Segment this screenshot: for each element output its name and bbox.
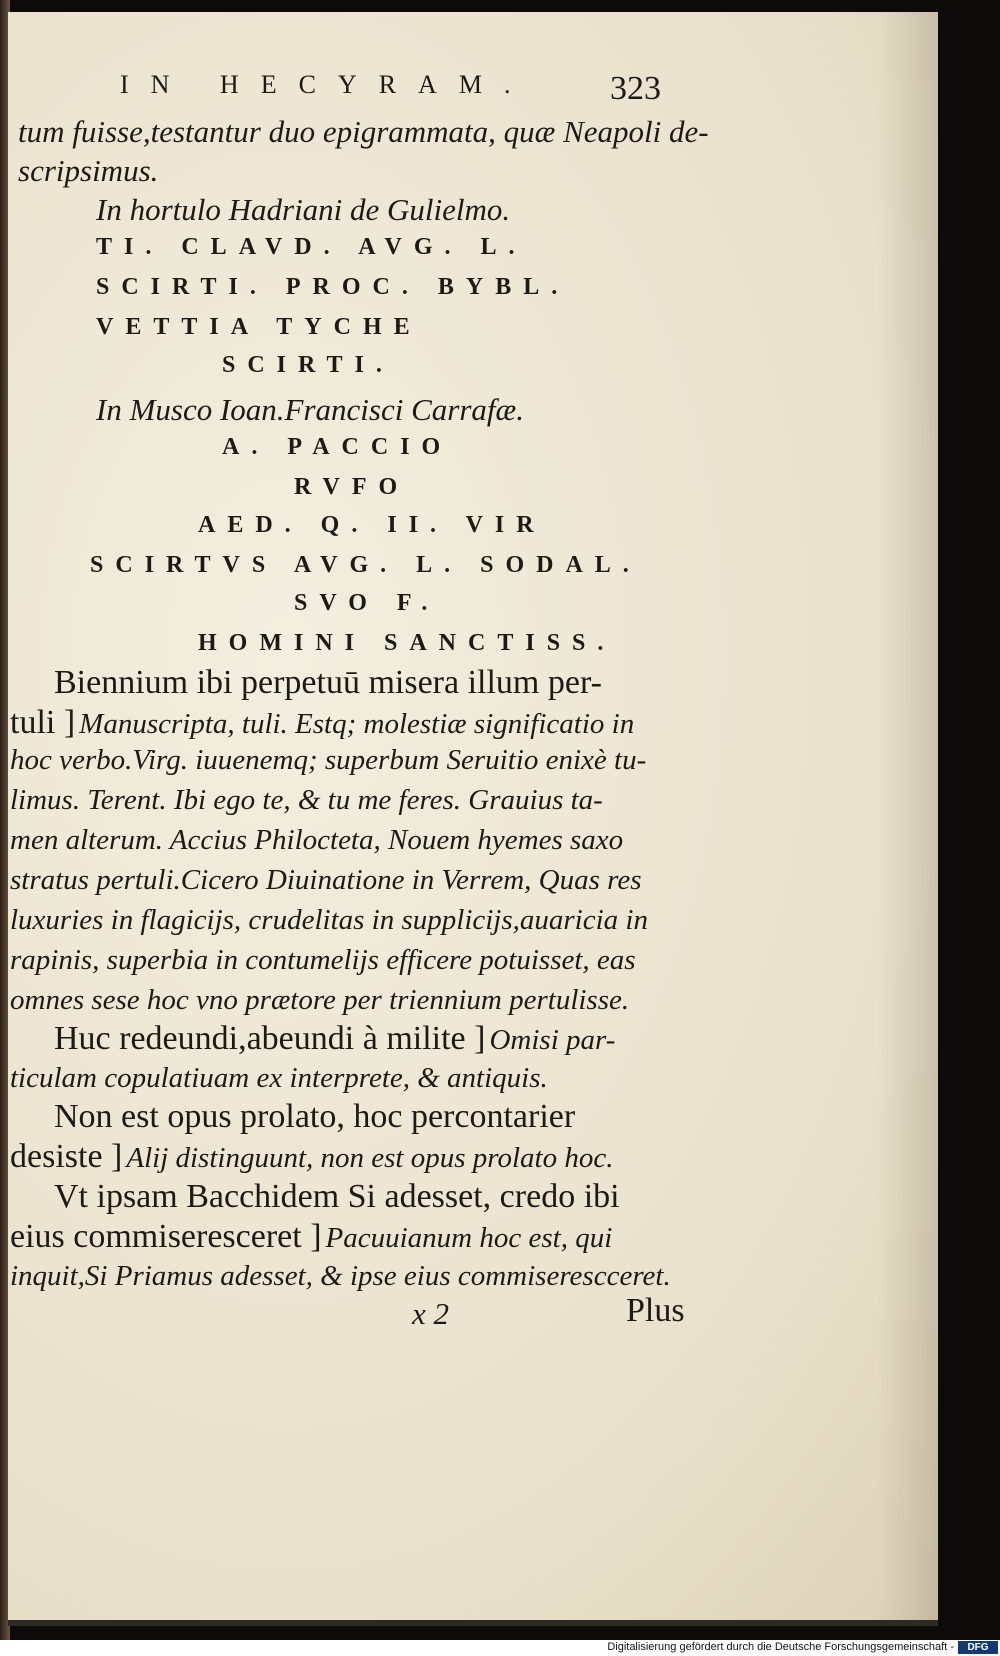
text-line: luxuries in flagicijs, crudelitas in supplicijs,auaricia in xyxy=(10,904,648,936)
inscription-line: A. PACCIO xyxy=(222,434,453,460)
inscription-line: SCIRTI. PROC. BYBL. xyxy=(96,274,570,300)
footer-bar xyxy=(0,1640,1000,1656)
text-line: hoc verbo.Virg. iuuenemq; superbum Seruitio enixè tu- xyxy=(10,744,647,776)
text-line: men alterum. Accius Philocteta, Nouem hyemes saxo xyxy=(10,824,624,856)
inscription-line: SCIRTI. xyxy=(222,352,394,378)
catchword: Plus xyxy=(626,1292,685,1329)
signature-mark: x 2 xyxy=(412,1296,450,1331)
text-line: ticulam copulatiuam ex interprete, & antiquis. xyxy=(10,1062,548,1094)
lemma-end: tuli ] xyxy=(10,704,76,741)
commentary-text: Omisi par- xyxy=(489,1024,616,1056)
dfg-logo-icon: DFG xyxy=(958,1641,998,1654)
text-line: stratus pertuli.Cicero Diuinatione in Verrem, Quas res xyxy=(10,864,642,896)
book-page xyxy=(8,12,938,1626)
text-line: scripsimus. xyxy=(18,153,159,188)
text-line: inquit,Si Priamus adesset, & ipse eius commiserescceret. xyxy=(10,1260,671,1292)
running-title: IN HECYRAM. xyxy=(120,70,533,99)
lemma-end: eius commiseresceret ] xyxy=(10,1218,322,1255)
funding-credit: Digitalisierung gefördert durch die Deutsche Forschungsgemeinschaft - xyxy=(607,1641,954,1653)
commentary-text: Pacuuianum hoc est, qui xyxy=(325,1222,613,1254)
commentary-text: Manuscripta, tuli. Estq; molestiæ significatio in xyxy=(79,708,635,740)
text-line: In Musco Ioan.Francisci Carrafæ. xyxy=(96,392,524,427)
lemma-line: Non est opus prolato, hoc percontarier xyxy=(54,1098,576,1135)
text-line: rapinis, superbia in contumelijs efficere potuisset, eas xyxy=(10,944,636,976)
text-line: In hortulo Hadriani de Gulielmo. xyxy=(96,192,511,227)
text-line: omnes sese hoc vno prætore per triennium pertulisse. xyxy=(10,984,630,1016)
page-gutter-shadow xyxy=(876,12,938,1620)
page-number: 323 xyxy=(610,70,661,107)
lemma-line: Huc redeundi,abeundi à milite ] xyxy=(54,1020,486,1057)
inscription-line: SVO F. xyxy=(294,590,440,616)
commentary-text: Alij distinguunt, non est opus prolato hoc. xyxy=(126,1142,614,1174)
inscription-line: TI. CLAVD. AVG. L. xyxy=(96,234,527,260)
text-line: tum fuisse,testantur duo epigrammata, quæ Neapoli de- xyxy=(18,114,709,149)
text-line: limus. Terent. Ibi ego te, & tu me feres. Grauius ta- xyxy=(10,784,603,816)
inscription-line: AED. Q. II. VIR xyxy=(198,512,546,538)
inscription-line: HOMINI SANCTISS. xyxy=(198,630,616,656)
lemma-line: Vt ipsam Bacchidem Si adesset, credo ibi xyxy=(54,1178,620,1215)
inscription-line: RVFO xyxy=(294,474,410,500)
inscription-line: VETTIA TYCHE xyxy=(96,314,422,340)
inscription-line: SCIRTVS AVG. L. SODAL. xyxy=(90,552,641,578)
lemma-line: Biennium ibi perpetuū misera illum per- xyxy=(54,664,602,701)
lemma-end: desiste ] xyxy=(10,1138,123,1175)
